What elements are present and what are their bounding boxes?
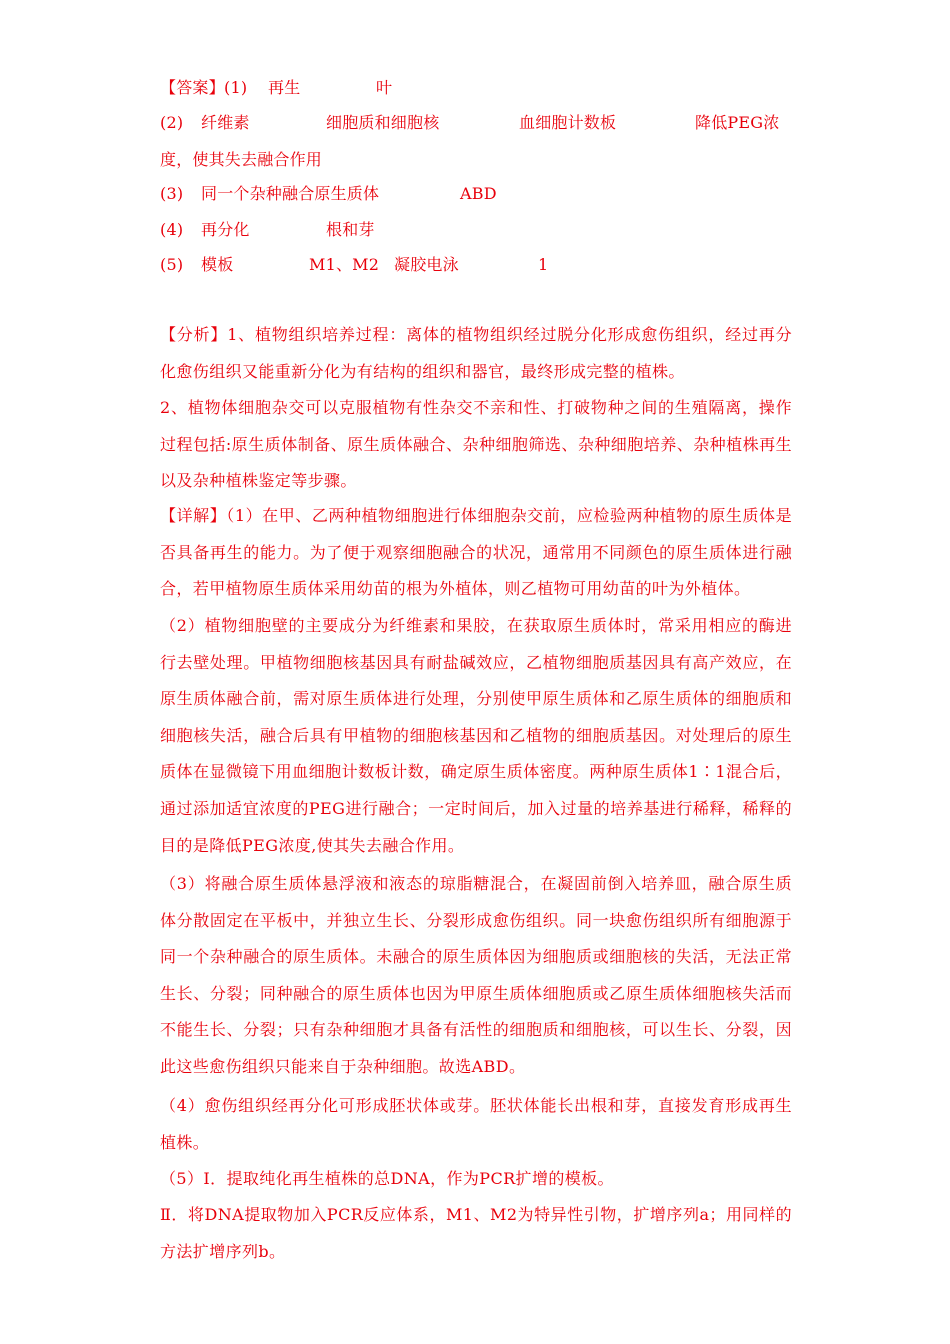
answer-num-1: (1) — [224, 78, 248, 97]
detail-text-5: （5）Ⅰ．提取纯化再生植株的总DNA，作为PCR扩增的模板。 — [160, 1169, 614, 1188]
analysis-text-2: 2、植物体细胞杂交可以克服植物有性杂交不亲和性、打破物种之间的生殖隔离，操作过程包括:原生质体制备、原生质体融合、杂种细胞筛选、杂种细胞培养、杂种植株再生以及杂种植株鉴定等步骤。 — [160, 398, 792, 491]
detail-paragraph-3 — [160, 866, 792, 1086]
detail-paragraph-2 — [160, 608, 792, 864]
detail-text-6: Ⅱ．将DNA提取物加入PCR反应体系，M1、M2为特异性引物，扩增序列a；用同样的方法扩增序列b。 — [160, 1205, 792, 1261]
answer-1-1: 再生 — [268, 78, 301, 97]
answer-5-3: 凝胶电泳 — [394, 255, 459, 274]
detail-paragraph-5 — [160, 1161, 792, 1198]
detail-paragraph-4 — [160, 1088, 792, 1161]
answer-num-4: (4) — [160, 220, 184, 239]
answer-label: 【答案】 — [160, 78, 225, 97]
answer-5-1: 模板 — [201, 255, 234, 274]
analysis-paragraph-1 — [160, 317, 792, 390]
answer-num-2: (2) — [160, 113, 184, 132]
answer-4-1: 再分化 — [201, 220, 250, 239]
answer-2-3: 血细胞计数板 — [519, 113, 617, 132]
detail-paragraph-6 — [160, 1197, 792, 1270]
answer-num-3: (3) — [160, 184, 184, 203]
answer-3-1: 同一个杂种融合原生质体 — [201, 184, 380, 203]
detail-label: 【详解】 — [160, 506, 227, 525]
answer-5-2: M1、M2 — [309, 255, 380, 274]
analysis-paragraph-2 — [160, 390, 792, 500]
answer-num-5: (5) — [160, 255, 184, 274]
answer-3-2: ABD — [460, 184, 497, 203]
answer-4-2: 根和芽 — [326, 220, 375, 239]
detail-text-4: （4）愈伤组织经再分化可形成胚状体或芽。胚状体能长出根和芽，直接发育形成再生植株。 — [160, 1096, 792, 1152]
answer-2-1: 纤维素 — [201, 113, 250, 132]
answer-5-4: 1 — [538, 255, 549, 274]
answer-2-4: 降低PEG浓 — [695, 113, 780, 132]
detail-text-2: （2）植物细胞壁的主要成分为纤维素和果胶，在获取原生质体时，常采用相应的酶进行去壁处理。甲植物细胞核基因具有耐盐碱效应，乙植物细胞质基因具有高产效应，在原生质体融合前，需对原生质体进行处理，分别使甲原生质体和乙原生质体的细胞质和细胞核失活，融合后具有甲植物的细胞核基因和乙植物的细胞质基因。对处理后的原生质体在显微镜下用血细胞计数板计数，确定原生质体密度。两种原生质体1∶1混合后，通过添加适宜浓度的PEG进行融合；一定时间后，加入过量的培养基进行稀释，稀释的目的是降低PEG浓度,使其失去融合作用。 — [160, 616, 792, 855]
analysis-text-1: 1、植物组织培养过程：离体的植物组织经过脱分化形成愈伤组织，经过再分化愈伤组织又能重新分化为有结构的组织和器官，最终形成完整的植株。 — [160, 325, 792, 381]
answer-2-cont: 度，使其失去融合作用 — [160, 150, 323, 169]
analysis-label: 【分析】 — [160, 325, 228, 344]
detail-text-1: （1）在甲、乙两种植物细胞进行体细胞杂交前，应检验两种植物的原生质体是否具备再生的能力。为了便于观察细胞融合的状况，通常用不同颜色的原生质体进行融合，若甲植物原生质体采用幼苗的根为外植体，则乙植物可用幼苗的叶为外植体。 — [160, 506, 792, 599]
detail-text-3: （3）将融合原生质体悬浮液和液态的琼脂糖混合，在凝固前倒入培养皿，融合原生质体分散固定在平板中，并独立生长、分裂形成愈伤组织。同一块愈伤组织所有细胞源于同一个杂种融合的原生质体。未融合的原生质体因为细胞质或细胞核的失活，无法正常生长、分裂；同种融合的原生质体也因为甲原生质体细胞质或乙原生质体细胞核失活而不能生长、分裂；只有杂种细胞才具备有活性的细胞质和细胞核，可以生长、分裂，因此这些愈伤组织只能来自于杂种细胞。故选ABD。 — [160, 874, 792, 1076]
answer-2-2: 细胞质和细胞核 — [326, 113, 440, 132]
detail-paragraph-1 — [160, 498, 792, 608]
answer-1-2: 叶 — [376, 78, 393, 97]
